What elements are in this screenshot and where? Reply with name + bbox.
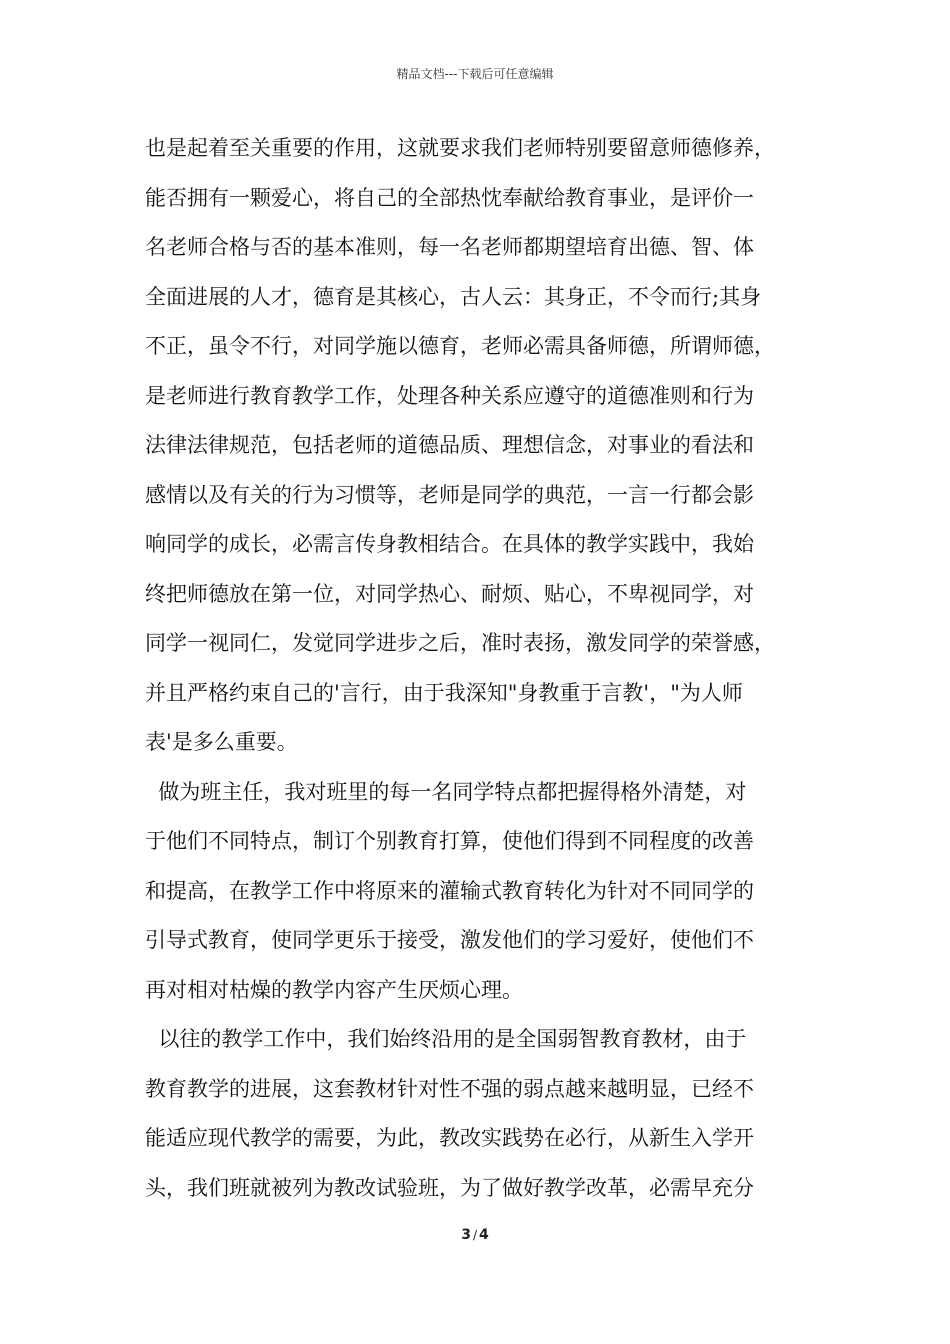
text-line: 全面进展的人才，德育是其核心，古人云：其身正，不令而行;其身 bbox=[145, 284, 762, 309]
page-header: 精品文档---下载后可任意编辑 bbox=[396, 67, 554, 81]
text-line: 和提高，在教学工作中将原来的灌输式教育转化为针对不同同学的 bbox=[145, 878, 754, 903]
text-line: 响同学的成长，必需言传身教相结合。在具体的教学实践中，我始 bbox=[145, 532, 754, 556]
text-line: 不正，虽令不行，对同学施以德育，老师必需具备师德，所谓师德， bbox=[145, 334, 775, 358]
total-pages: 4 bbox=[479, 1227, 489, 1243]
text-line: 做为班主任，我对班里的每一名同学特点都把握得格外清楚，对 bbox=[145, 779, 747, 804]
text-line: 法律法律规范，包括老师的道德品质、理想信念，对事业的看法和 bbox=[145, 433, 754, 457]
page-separator: / bbox=[472, 1228, 478, 1242]
text-line: 名老师合格与否的基本准则，每一名老师都期望培育出德、智、体 bbox=[145, 235, 754, 259]
text-line: 表'是多么重要。 bbox=[145, 730, 298, 754]
text-line: 头，我们班就被列为教改试验班，为了做好教学改革，必需早充分 bbox=[145, 1175, 754, 1200]
text-line: 能否拥有一颗爱心，将自己的全部热忱奉献给教育事业，是评价一 bbox=[145, 185, 754, 210]
text-line: 于他们不同特点，制订个别教育打算，使他们得到不同程度的改善 bbox=[145, 829, 754, 853]
text-line: 终把师德放在第一位，对同学热心、耐烦、贴心，不卑视同学，对 bbox=[145, 581, 754, 606]
text-line: 引导式教育，使同学更乐于接受，激发他们的学习爱好，使他们不 bbox=[145, 928, 754, 952]
text-line: 再对相对枯燥的教学内容产生厌烦心理。 bbox=[145, 977, 523, 1002]
text-line: 以往的教学工作中，我们始终沿用的是全国弱智教育教材，由于 bbox=[145, 1027, 747, 1051]
text-line: 并且严格约束自己的'言行，由于我深知"身教重于言教'，"为人师 bbox=[145, 680, 743, 705]
text-line: 能适应现代教学的需要，为此，教改实践势在必行，从新生入学开 bbox=[145, 1126, 754, 1150]
text-line: 也是起着至关重要的作用，这就要求我们老师特别要留意师德修养， bbox=[145, 136, 775, 160]
text-line: 同学一视同仁，发觉同学进步之后，准时表扬，激发同学的荣誉感， bbox=[145, 631, 775, 655]
text-line: 是老师进行教育教学工作，处理各种关系应遵守的道德准则和行为 bbox=[145, 383, 754, 408]
document-body bbox=[145, 128, 815, 1217]
current-page: 3 bbox=[461, 1227, 471, 1243]
page-number bbox=[0, 1226, 950, 1244]
text-line: 感情以及有关的行为习惯等，老师是同学的典范，一言一行都会影 bbox=[145, 482, 754, 507]
text-line: 教育教学的进展，这套教材针对性不强的弱点越来越明显，已经不 bbox=[145, 1076, 754, 1101]
